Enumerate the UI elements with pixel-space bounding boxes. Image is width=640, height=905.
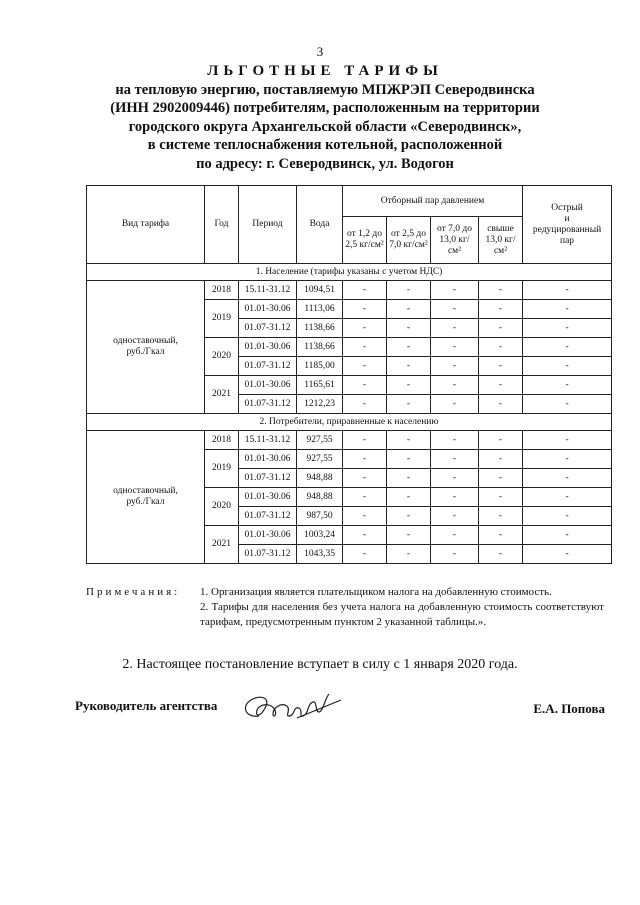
year-cell: 2020	[205, 338, 239, 376]
period-cell: 01.01-30.06	[239, 450, 297, 469]
notes-label: Примечания:	[86, 586, 181, 598]
dash-cell: -	[387, 357, 431, 376]
effective-date-paragraph: 2. Настоящее постановление вступает в силу с 1 января 2020 года.	[122, 657, 518, 672]
dash-cell: -	[523, 431, 612, 450]
year-cell: 2018	[205, 281, 239, 300]
dash-cell: -	[387, 338, 431, 357]
water-cell: 1138,66	[297, 319, 343, 338]
dash-cell: -	[431, 281, 479, 300]
header-sharp-line: пар	[560, 235, 575, 246]
dash-cell: -	[387, 300, 431, 319]
period-cell: 01.07-31.12	[239, 545, 297, 564]
water-cell: 927,55	[297, 450, 343, 469]
title-line: в системе теплоснабжения котельной, расположенной	[147, 137, 503, 153]
water-cell: 1043,35	[297, 545, 343, 564]
dash-cell: -	[387, 469, 431, 488]
dash-cell: -	[479, 281, 523, 300]
period-cell: 01.01-30.06	[239, 300, 297, 319]
period-cell: 01.07-31.12	[239, 507, 297, 526]
dash-cell: -	[431, 545, 479, 564]
dash-cell: -	[523, 338, 612, 357]
dash-cell: -	[431, 338, 479, 357]
dash-cell: -	[343, 488, 387, 507]
dash-cell: -	[431, 431, 479, 450]
dash-cell: -	[479, 357, 523, 376]
dash-cell: -	[343, 469, 387, 488]
dash-cell: -	[523, 281, 612, 300]
dash-cell: -	[479, 488, 523, 507]
dash-cell: -	[523, 450, 612, 469]
header-sharp-steam	[523, 186, 612, 264]
dash-cell: -	[431, 357, 479, 376]
dash-cell: -	[343, 357, 387, 376]
year-cell: 2021	[205, 376, 239, 414]
water-cell: 948,88	[297, 469, 343, 488]
tariff-type-line: одноставочный,	[113, 486, 178, 496]
dash-cell: -	[431, 526, 479, 545]
section-title: 2. Потребители, приравненные к населению	[87, 414, 612, 431]
dash-cell: -	[343, 431, 387, 450]
period-cell: 15.11-31.12	[239, 431, 297, 450]
page-number: 3	[316, 44, 324, 59]
dash-cell: -	[523, 545, 612, 564]
year-cell: 2018	[205, 431, 239, 450]
title-main: ЛЬГОТНЫЕ ТАРИФЫ	[207, 63, 443, 79]
dash-cell: -	[523, 507, 612, 526]
dash-cell: -	[431, 395, 479, 414]
dash-cell: -	[431, 319, 479, 338]
water-cell: 1003,24	[297, 526, 343, 545]
water-cell: 1113,06	[297, 300, 343, 319]
dash-cell: -	[343, 376, 387, 395]
header-steam-4: свыше 13,0 кг/см²	[479, 217, 523, 264]
dash-cell: -	[343, 281, 387, 300]
year-cell: 2021	[205, 526, 239, 564]
handwritten-signature-icon	[237, 688, 347, 728]
title-line: по адресу: г. Северодвинск, ул. Водогон	[196, 155, 454, 172]
tariff-type-line: руб./Гкал	[126, 347, 165, 357]
dash-cell: -	[523, 357, 612, 376]
period-cell: 01.01-30.06	[239, 338, 297, 357]
dash-cell: -	[479, 469, 523, 488]
dash-cell: -	[479, 431, 523, 450]
water-cell: 987,50	[297, 507, 343, 526]
dash-cell: -	[387, 376, 431, 395]
title-line: (ИНН 2902009446) потребителям, расположенным на территории	[110, 100, 540, 116]
period-cell: 01.01-30.06	[239, 526, 297, 545]
dash-cell: -	[343, 338, 387, 357]
tariff-type	[87, 281, 205, 414]
tariffs-table	[86, 185, 612, 564]
tariff-type-line: одноставочный,	[113, 336, 178, 346]
header-period: Период	[239, 186, 297, 264]
water-cell: 1212,23	[297, 395, 343, 414]
dash-cell: -	[523, 376, 612, 395]
period-cell: 01.07-31.12	[239, 319, 297, 338]
tariff-type	[87, 431, 205, 564]
dash-cell: -	[387, 507, 431, 526]
dash-cell: -	[479, 395, 523, 414]
header-sharp-line: Острый	[551, 202, 583, 213]
title-line: городского округа Архангельской области «Северодвинск»,	[128, 118, 522, 135]
note-item: 1. Организация является плательщиком налога на добавленную стоимость.	[200, 586, 552, 598]
dash-cell: -	[431, 507, 479, 526]
dash-cell: -	[479, 300, 523, 319]
dash-cell: -	[479, 319, 523, 338]
signer-position: Руководитель агентства	[75, 698, 218, 713]
dash-cell: -	[343, 395, 387, 414]
dash-cell: -	[387, 545, 431, 564]
header-water: Вода	[297, 186, 343, 264]
dash-cell: -	[387, 526, 431, 545]
period-cell: 01.07-31.12	[239, 469, 297, 488]
dash-cell: -	[343, 319, 387, 338]
dash-cell: -	[343, 526, 387, 545]
period-cell: 15.11-31.12	[239, 281, 297, 300]
document-title	[60, 62, 590, 173]
water-cell: 1094,51	[297, 281, 343, 300]
note-item: 2. Тарифы для населения без учета налога на добавленную стоимость соответствуют тарифам, предусмотренным пунктом 2 указанной таблицы.».	[200, 601, 604, 628]
period-cell: 01.07-31.12	[239, 357, 297, 376]
header-steam-3: от 7,0 до 13,0 кг/см²	[431, 217, 479, 264]
header-type: Вид тарифа	[87, 186, 205, 264]
water-cell: 1185,00	[297, 357, 343, 376]
header-sharp-line: редуцированный	[532, 224, 602, 235]
dash-cell: -	[387, 395, 431, 414]
dash-cell: -	[387, 488, 431, 507]
dash-cell: -	[523, 526, 612, 545]
dash-cell: -	[479, 450, 523, 469]
dash-cell: -	[523, 488, 612, 507]
dash-cell: -	[431, 488, 479, 507]
water-cell: 1138,66	[297, 338, 343, 357]
notes-list	[200, 585, 604, 630]
dash-cell: -	[523, 300, 612, 319]
header-steam-2: от 2,5 до 7,0 кг/см²	[387, 217, 431, 264]
dash-cell: -	[523, 469, 612, 488]
dash-cell: -	[387, 450, 431, 469]
dash-cell: -	[387, 431, 431, 450]
period-cell: 01.01-30.06	[239, 376, 297, 395]
water-cell: 948,88	[297, 488, 343, 507]
dash-cell: -	[431, 376, 479, 395]
water-cell: 1165,61	[297, 376, 343, 395]
dash-cell: -	[479, 526, 523, 545]
dash-cell: -	[431, 450, 479, 469]
dash-cell: -	[479, 507, 523, 526]
section-title: 1. Население (тарифы указаны с учетом НДС)	[87, 264, 612, 281]
dash-cell: -	[479, 376, 523, 395]
dash-cell: -	[387, 281, 431, 300]
dash-cell: -	[343, 450, 387, 469]
year-cell: 2020	[205, 488, 239, 526]
period-cell: 01.07-31.12	[239, 395, 297, 414]
dash-cell: -	[479, 338, 523, 357]
dash-cell: -	[431, 469, 479, 488]
dash-cell: -	[343, 300, 387, 319]
dash-cell: -	[479, 545, 523, 564]
header-year: Год	[205, 186, 239, 264]
header-steam-group: Отборный пар давлением	[343, 186, 523, 217]
dash-cell: -	[431, 300, 479, 319]
water-cell: 927,55	[297, 431, 343, 450]
tariff-type-line: руб./Гкал	[126, 497, 165, 507]
dash-cell: -	[523, 395, 612, 414]
dash-cell: -	[343, 507, 387, 526]
year-cell: 2019	[205, 300, 239, 338]
period-cell: 01.01-30.06	[239, 488, 297, 507]
header-steam-1: от 1,2 до 2,5 кг/см²	[343, 217, 387, 264]
header-sharp-line: и	[564, 213, 570, 224]
dash-cell: -	[343, 545, 387, 564]
title-line: на тепловую энергию, поставляемую МПЖРЭП Северодвинска	[115, 81, 535, 98]
signer-name: Е.А. Попова	[533, 701, 605, 716]
year-cell: 2019	[205, 450, 239, 488]
dash-cell: -	[523, 319, 612, 338]
dash-cell: -	[387, 319, 431, 338]
